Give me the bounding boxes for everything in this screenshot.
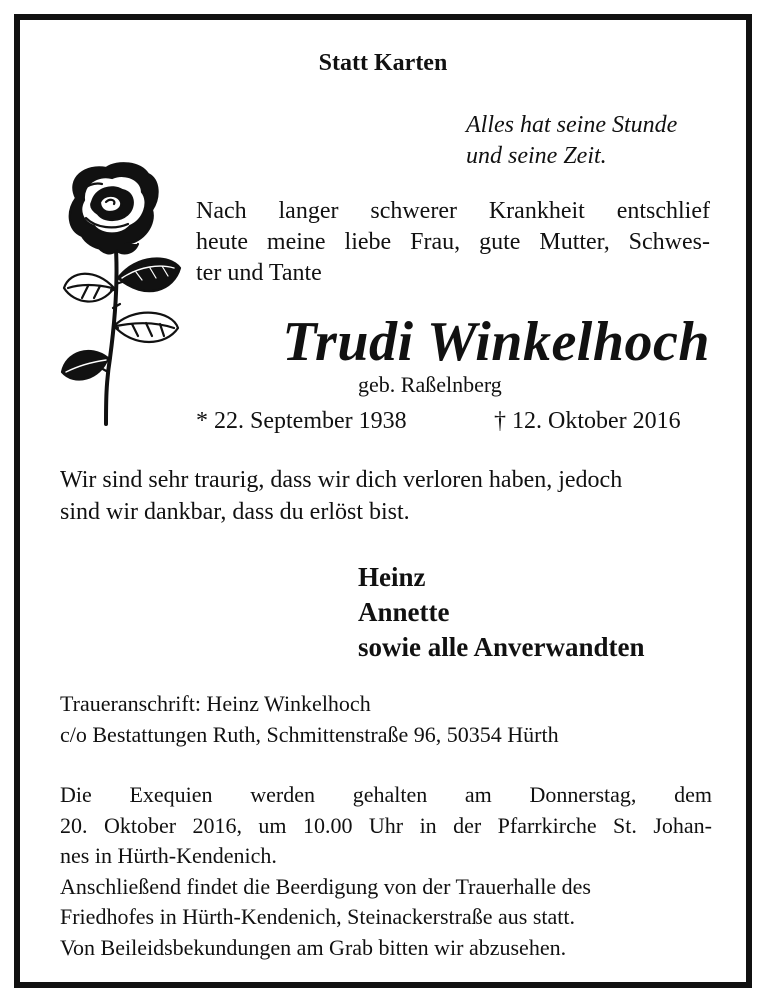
sentiment-text — [60, 464, 712, 528]
mourning-address — [60, 688, 720, 750]
service-line: Die Exequien werden gehalten am Donnerstag, dem — [60, 782, 712, 807]
intro-line: ter und Tante — [196, 260, 322, 286]
service-line: Anschließend findet die Beerdigung von der Trauerhalle des — [60, 873, 591, 899]
intro-line: heute meine liebe Frau, gute Mutter, Schwes- — [196, 229, 710, 255]
notice-heading: Statt Karten — [318, 50, 448, 76]
birth-date: * 22. September 1938 — [196, 408, 407, 434]
service-line: 20. Oktober 2016, um 10.00 Uhr in der Pfarrkirche St. Johan- — [60, 812, 712, 838]
service-line: Von Beileidsbekundungen am Grab bitten wir abzusehen. — [60, 934, 567, 960]
mourners — [358, 560, 645, 665]
service-details — [60, 780, 712, 963]
service-line: nes in Hürth-Kendenich. — [60, 843, 277, 868]
address-line: Traueranschrift: Heinz Winkelhoch — [60, 691, 371, 716]
deceased-name: Trudi Winkelhoch — [282, 311, 710, 373]
rose-icon — [56, 158, 190, 426]
quote — [466, 110, 677, 172]
service-line: Friedhofes in Hürth-Kendenich, Steinackerstraße aus statt. — [60, 904, 576, 929]
mourner-name: Heinz — [358, 562, 426, 592]
quote-line: und seine Zeit. — [466, 143, 607, 169]
mourner-name: Annette — [358, 597, 450, 627]
address-line: c/o Bestattungen Ruth, Schmittenstraße 96, 50354 Hürth — [60, 722, 559, 747]
intro-text — [196, 196, 710, 289]
mourner-name: sowie alle Anverwandten — [358, 632, 645, 662]
sentiment-line: Wir sind sehr traurig, dass wir dich verloren haben, jedoch — [60, 467, 623, 493]
sentiment-line: sind wir dankbar, dass du erlöst bist. — [60, 499, 410, 525]
death-date: † 12. Oktober 2016 — [494, 408, 681, 434]
quote-line: Alles hat seine Stunde — [466, 112, 678, 138]
birth-name: geb. Raßelnberg — [358, 372, 502, 397]
intro-line: Nach langer schwerer Krankheit entschlief — [196, 198, 710, 224]
